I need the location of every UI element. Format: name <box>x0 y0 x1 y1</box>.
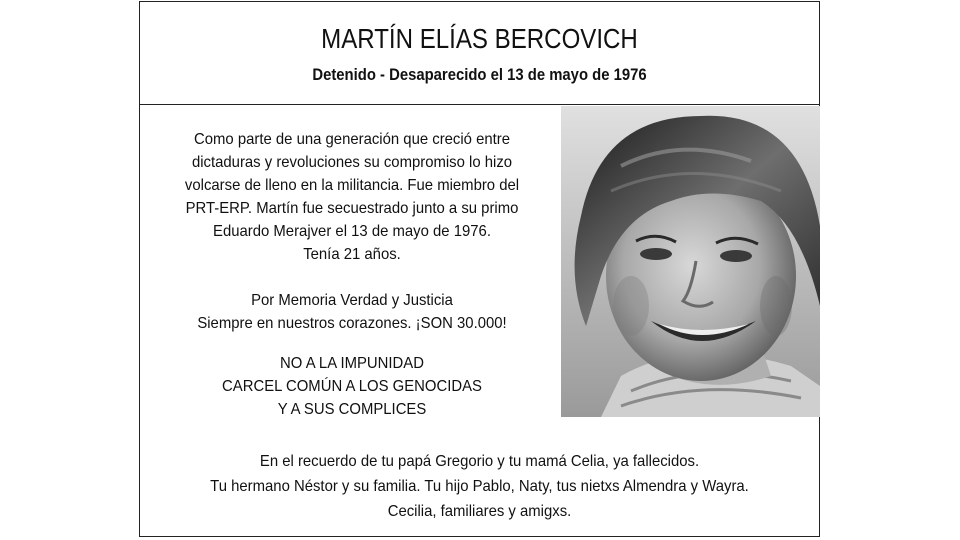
biography-line: dictaduras y revoluciones su compromiso lo hizo <box>191 154 513 171</box>
slogan-line: Y A SUS COMPLICES <box>277 401 427 418</box>
biography-line: Eduardo Merajver el 13 de mayo de 1976. <box>213 223 491 240</box>
slogan-line: CARCEL COMÚN A LOS GENOCIDAS <box>222 378 482 395</box>
disappearance-date: Detenido - Desaparecido el 13 de mayo de 1976 <box>312 66 647 84</box>
biography-line: Como parte de una generación que creció entre <box>194 131 510 148</box>
biography <box>150 128 554 266</box>
slogan <box>150 352 554 421</box>
portrait-photo <box>561 106 820 417</box>
dedication <box>140 449 819 524</box>
biography-line: Tenía 21 años. <box>303 246 401 263</box>
notice-header <box>140 2 819 105</box>
biography-line: PRT-ERP. Martín fue secuestrado junto a su primo <box>185 200 519 217</box>
slogan-line: NO A LA IMPUNIDAD <box>280 355 424 372</box>
dedication-line: En el recuerdo de tu papá Gregorio y tu mamá Celia, ya fallecidos. <box>259 453 700 470</box>
memorial-notice <box>139 1 820 537</box>
memoria-message <box>150 289 554 335</box>
person-name: MARTÍN ELÍAS BERCOVICH <box>321 23 638 54</box>
dedication-line: Tu hermano Néstor y su familia. Tu hijo Pablo, Naty, tus nietxs Almendra y Wayra. <box>210 478 749 495</box>
memoria-line: Por Memoria Verdad y Justicia <box>251 292 453 309</box>
biography-line: volcarse de lleno en la militancia. Fue miembro del <box>184 177 520 194</box>
memoria-line: Siempre en nuestros corazones. ¡SON 30.000! <box>197 315 507 332</box>
dedication-line: Cecilia, familiares y amigxs. <box>387 503 572 520</box>
portrait-image <box>561 106 820 417</box>
